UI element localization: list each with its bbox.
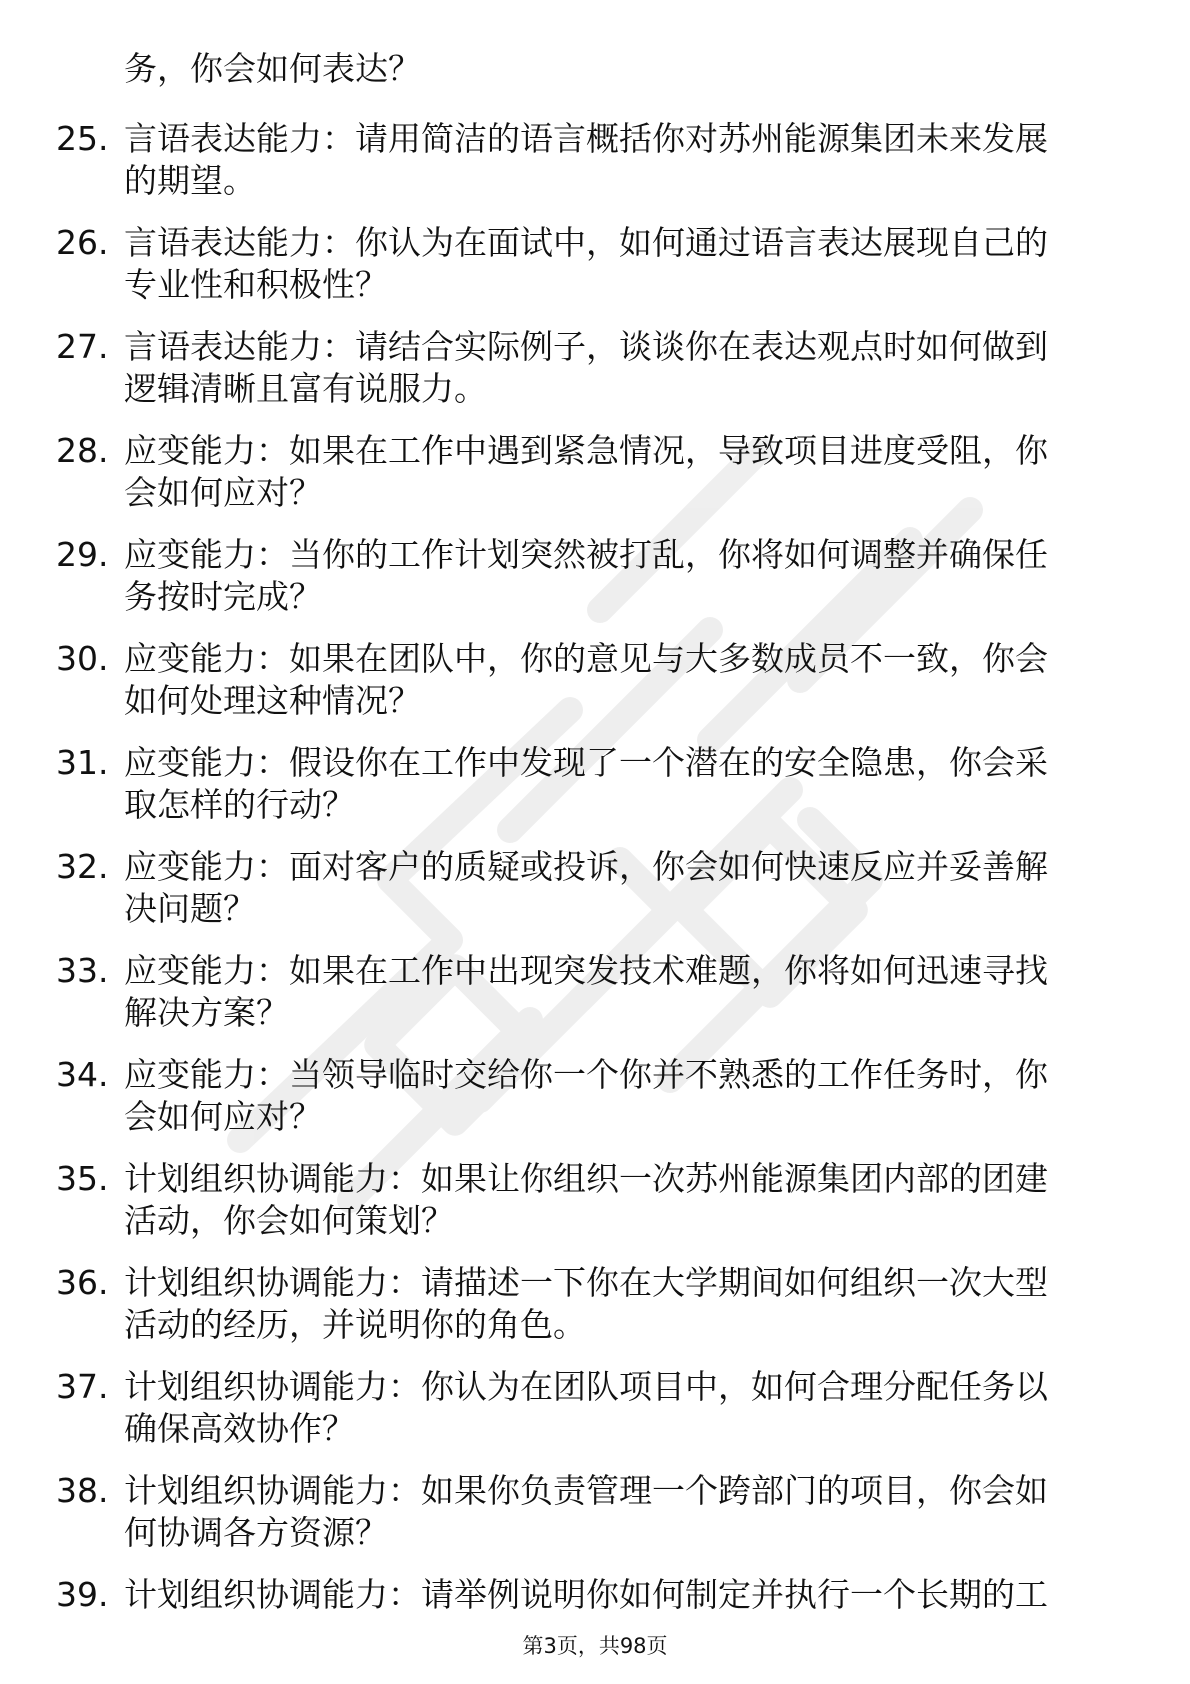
question-number: 36. xyxy=(56,1263,109,1302)
question-line: 如何处理这种情况？ xyxy=(124,681,421,720)
question-number: 35. xyxy=(56,1159,109,1198)
question-line: 逻辑清晰且富有说服力。 xyxy=(124,369,487,408)
question-line: 取怎样的行动？ xyxy=(124,785,355,824)
question-line: 计划组织协调能力：请描述一下你在大学期间如何组织一次大型 xyxy=(124,1263,1048,1302)
question-text xyxy=(124,1262,1114,1346)
question-line: 计划组织协调能力：如果你负责管理一个跨部门的项目，你会如 xyxy=(124,1471,1048,1510)
question-line: 应变能力：如果在团队中，你的意见与大多数成员不一致，你会 xyxy=(124,639,1048,678)
question-line: 应变能力：当你的工作计划突然被打乱，你将如何调整并确保任 xyxy=(124,535,1048,574)
question-item xyxy=(0,1470,1190,1574)
question-item xyxy=(0,1158,1190,1262)
question-text xyxy=(124,534,1114,618)
question-line: 计划组织协调能力：请举例说明你如何制定并执行一个长期的工 xyxy=(124,1575,1048,1614)
question-item xyxy=(0,742,1190,846)
question-number: 33. xyxy=(56,951,109,990)
question-item xyxy=(0,222,1190,326)
question-item xyxy=(0,1574,1190,1678)
question-text xyxy=(124,1054,1114,1138)
question-number: 25. xyxy=(56,119,109,158)
question-line: 活动，你会如何策划？ xyxy=(124,1201,454,1240)
question-item xyxy=(0,1366,1190,1470)
question-item xyxy=(0,1262,1190,1366)
question-number: 27. xyxy=(56,327,109,366)
question-line: 何协调各方资源？ xyxy=(124,1513,388,1552)
question-number: 38. xyxy=(56,1471,109,1510)
question-line: 计划组织协调能力：你认为在团队项目中，如何合理分配任务以 xyxy=(124,1367,1048,1406)
question-number: 26. xyxy=(56,223,109,262)
question-item xyxy=(0,1054,1190,1158)
question-item xyxy=(0,534,1190,638)
question-item xyxy=(0,950,1190,1054)
question-line: 解决方案？ xyxy=(124,993,289,1032)
question-text xyxy=(124,430,1114,514)
question-text xyxy=(124,638,1114,722)
question-line: 应变能力：面对客户的质疑或投诉，你会如何快速反应并妥善解 xyxy=(124,847,1048,886)
question-number: 28. xyxy=(56,431,109,470)
question-number: 31. xyxy=(56,743,109,782)
question-text xyxy=(124,950,1114,1034)
question-line: 确保高效协作？ xyxy=(124,1409,355,1448)
question-line: 应变能力：假设你在工作中发现了一个潜在的安全隐患，你会采 xyxy=(124,743,1048,782)
question-number: 30. xyxy=(56,639,109,678)
question-number: 37. xyxy=(56,1367,109,1406)
question-text xyxy=(124,1470,1114,1554)
continuation-text: 务，你会如何表达？ xyxy=(124,49,421,88)
question-line: 务按时完成？ xyxy=(124,577,322,616)
question-text xyxy=(124,846,1114,930)
question-text xyxy=(124,742,1114,826)
question-line: 会如何应对？ xyxy=(124,1097,322,1136)
question-text xyxy=(124,118,1114,202)
question-list xyxy=(0,118,1190,1678)
question-item xyxy=(0,638,1190,742)
question-line: 决问题？ xyxy=(124,889,256,928)
question-line: 活动的经历，并说明你的角色。 xyxy=(124,1305,586,1344)
question-item xyxy=(0,846,1190,950)
question-text xyxy=(124,1366,1114,1450)
question-text xyxy=(124,1158,1114,1242)
page-footer: 第3页，共98页 xyxy=(522,1634,668,1658)
question-number: 32. xyxy=(56,847,109,886)
question-line: 的期望。 xyxy=(124,161,256,200)
question-line: 言语表达能力：请用简洁的语言概括你对苏州能源集团未来发展 xyxy=(124,119,1048,158)
question-text xyxy=(124,326,1114,410)
question-item xyxy=(0,326,1190,430)
question-text xyxy=(124,1574,1114,1616)
question-text xyxy=(124,222,1114,306)
question-number: 34. xyxy=(56,1055,109,1094)
question-item xyxy=(0,430,1190,534)
question-line: 会如何应对？ xyxy=(124,473,322,512)
question-number: 39. xyxy=(56,1575,109,1614)
question-line: 言语表达能力：请结合实际例子，谈谈你在表达观点时如何做到 xyxy=(124,327,1048,366)
question-line: 言语表达能力：你认为在面试中，如何通过语言表达展现自己的 xyxy=(124,223,1048,262)
question-line: 专业性和积极性？ xyxy=(124,265,388,304)
question-line: 计划组织协调能力：如果让你组织一次苏州能源集团内部的团建 xyxy=(124,1159,1048,1198)
question-item xyxy=(0,118,1190,222)
question-number: 29. xyxy=(56,535,109,574)
question-line: 应变能力：如果在工作中出现突发技术难题，你将如何迅速寻找 xyxy=(124,951,1048,990)
question-line: 应变能力：如果在工作中遇到紧急情况，导致项目进度受阻，你 xyxy=(124,431,1048,470)
question-line: 应变能力：当领导临时交给你一个你并不熟悉的工作任务时，你 xyxy=(124,1055,1048,1094)
